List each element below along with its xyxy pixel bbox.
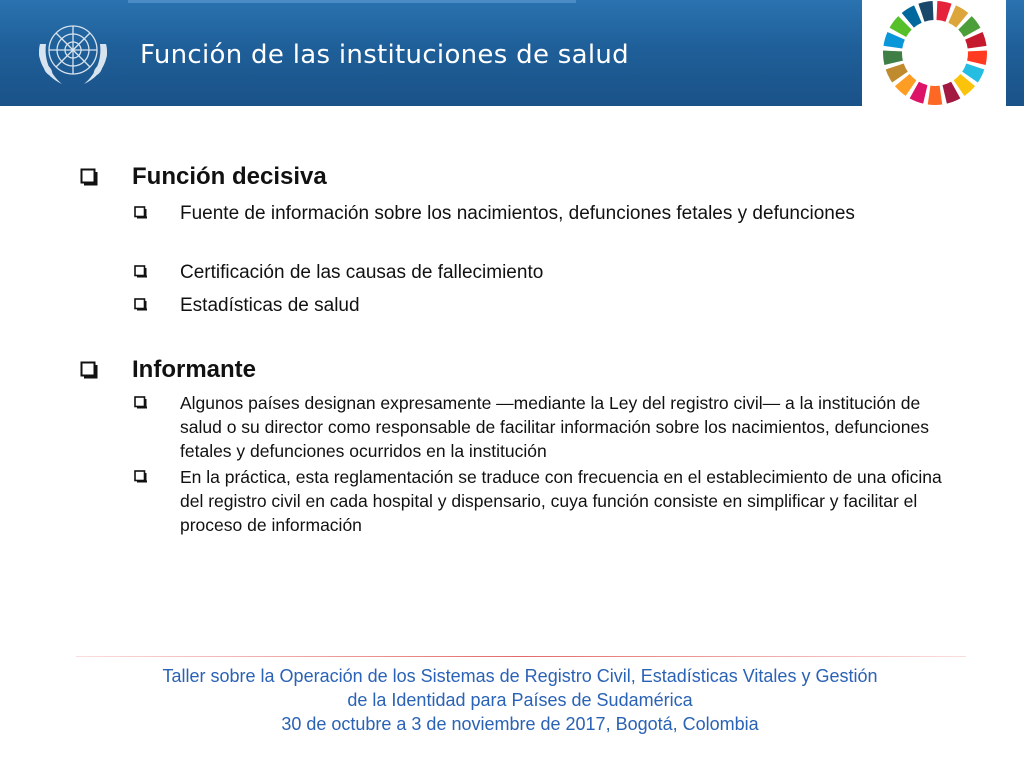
checkbox-bullet-icon <box>134 470 147 483</box>
checkbox-bullet-icon <box>134 206 147 219</box>
list-item: Estadísticas de salud <box>180 295 360 316</box>
footer-line-1: Taller sobre la Operación de los Sistemas de Registro Civil, Estadísticas Vitales y Gestión <box>162 666 878 686</box>
footer-line-2: de la Identidad para Países de Sudamérica <box>347 690 693 710</box>
footer-divider <box>76 656 966 657</box>
slide-title: Función de las instituciones de salud <box>140 40 629 70</box>
checkbox-bullet-icon <box>134 298 147 311</box>
checkbox-bullet-icon <box>134 265 147 278</box>
checkbox-bullet-icon <box>80 168 98 186</box>
list-item: Algunos países designan expresamente —mediante la Ley del registro civil— a la institución de salud o su director como responsable de facilitar información sobre los nacimientos, defunciones fetales y defunciones ocurridos en la institución <box>180 393 930 461</box>
section-heading-decisive: Función decisiva <box>132 163 327 190</box>
list-item: Certificación de las causas de fallecimiento <box>180 262 544 283</box>
checkbox-bullet-icon <box>134 396 147 409</box>
section-heading-informant: Informante <box>132 356 257 383</box>
list-item: Fuente de información sobre los nacimientos, defunciones fetales y defunciones <box>180 203 855 224</box>
footer-line-3: 30 de octubre a 3 de noviembre de 2017, Bogotá, Colombia <box>281 714 759 734</box>
checkbox-bullet-icon <box>80 361 98 379</box>
list-item: En la práctica, esta reglamentación se traduce con frecuencia en el establecimiento de una oficina del registro civil en cada hospital y dispensario, cuya función consiste en simplificar y facilitar el proceso de información <box>180 467 942 535</box>
